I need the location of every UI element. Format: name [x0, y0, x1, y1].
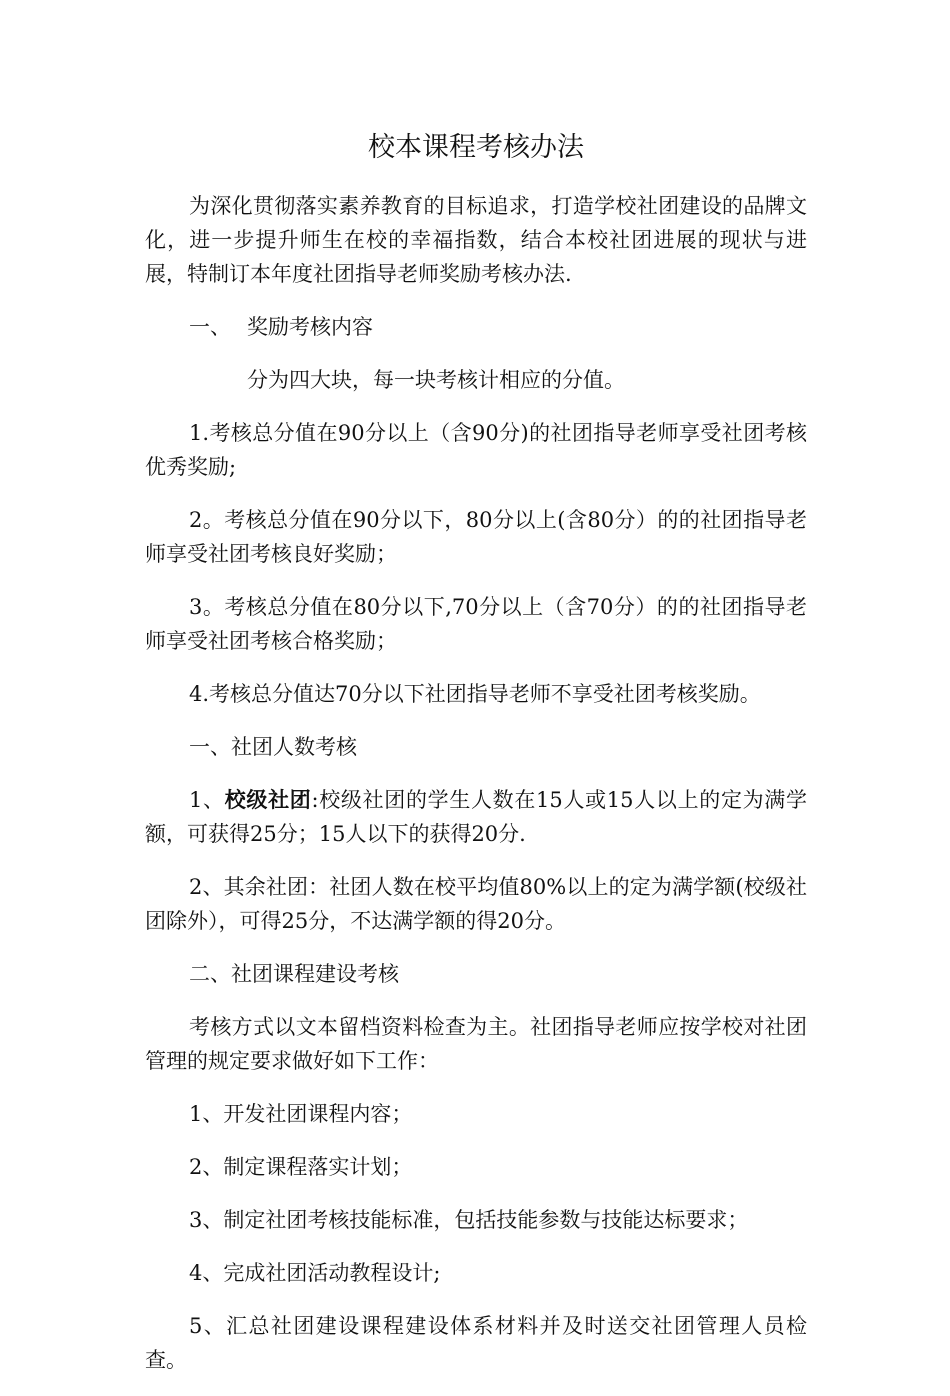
curriculum-item-2: 2、制定课程落实计划；	[189, 1155, 413, 1179]
section-heading-text: 奖励考核内容	[247, 315, 373, 339]
reward-item-4: 4.考核总分值达70分以下社团指导老师不享受社团考核奖励。	[189, 682, 761, 706]
reward-item-2: 2。考核总分值在90分以下，80分以上(含80分）的的社团指导老师享受社团考核良好奖励；	[145, 508, 807, 566]
curriculum-item-5: 5、汇总社团建设课程建设体系材料并及时送交社团管理人员检查。	[145, 1314, 807, 1372]
curriculum-item-4: 4、完成社团活动教程设计;	[189, 1261, 441, 1285]
curriculum-intro: 考核方式以文本留档资料检查为主。社团指导老师应按学校对社团管理的规定要求做好如下工作：	[145, 1015, 807, 1073]
intro-paragraph: 为深化贯彻落实素养教育的目标追求，打造学校社团建设的品牌文化，进一步提升师生在校的幸福指数，结合本校社团进展的现状与进展，特制订本年度社团指导老师奖励考核办法.	[145, 194, 807, 286]
section-subline: 分为四大块，每一块考核计相应的分值。	[247, 368, 625, 392]
membership-item-2: 2、其余社团：社团人数在校平均值80%以上的定为满学额(校级社团除外），可得25分，不达满学额的得20分。	[145, 875, 807, 933]
reward-item-1: 1.考核总分值在90分以上（含90分)的社团指导老师享受社团考核优秀奖励;	[145, 421, 807, 479]
membership-item-1-prefix: 1、	[189, 788, 225, 812]
section-number: 一、	[189, 315, 231, 339]
membership-item-1	[145, 783, 807, 851]
document-body	[145, 128, 807, 1396]
membership-item-1-bold: 校级社团	[224, 788, 312, 812]
curriculum-item-3: 3、制定社团考核技能标准，包括技能参数与技能达标要求；	[189, 1208, 749, 1232]
section-heading-reward	[145, 310, 807, 344]
section-heading-membership: 一、社团人数考核	[189, 735, 357, 759]
section-heading-curriculum: 二、社团课程建设考核	[189, 962, 399, 986]
reward-item-3: 3。考核总分值在80分以下,70分以上（含70分）的的社团指导老师享受社团考核合格奖励；	[145, 595, 807, 653]
document-title: 校本课程考核办法	[368, 132, 584, 163]
membership-item-1-text: :校级社团的学生人数在15人或15人以上的定为满学额，可获得25分；15人以下的获得20分.	[145, 788, 807, 846]
curriculum-item-1: 1、开发社团课程内容；	[189, 1102, 413, 1126]
